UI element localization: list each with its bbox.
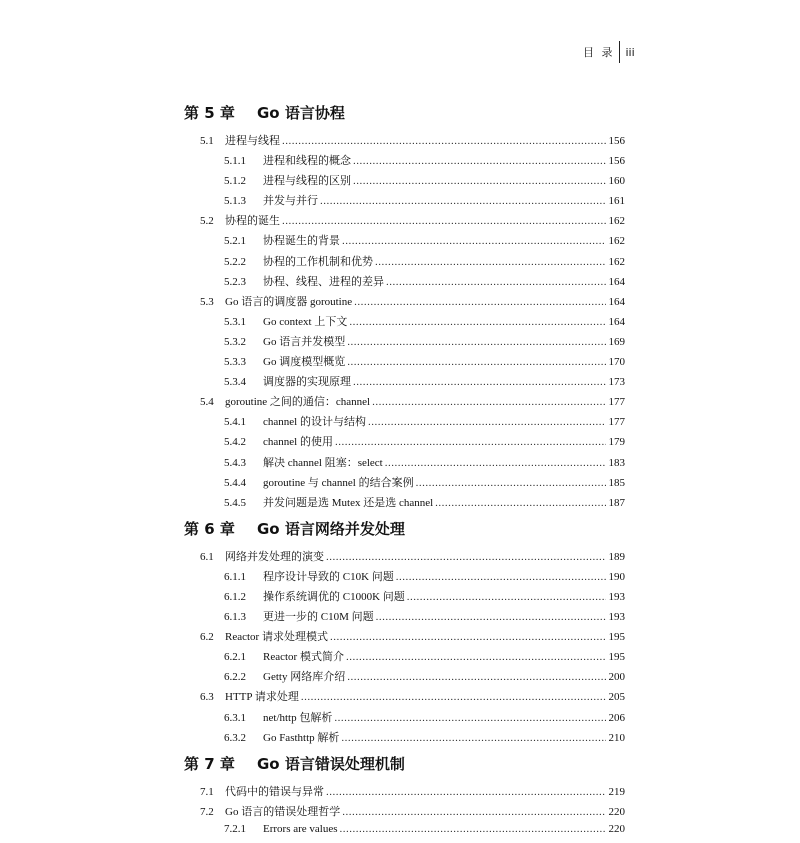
chapter-section (184, 102, 625, 514)
toc-subsection-entry[interactable] (184, 433, 625, 453)
toc-subsection-entry[interactable] (184, 454, 625, 474)
toc-subsection-entry[interactable] (184, 273, 625, 293)
entry-page-number: 156 (608, 155, 625, 168)
entry-number: 6.1.1 (224, 570, 246, 583)
entry-page-number: 190 (608, 570, 625, 583)
entry-title: 网络并发处理的演变 (225, 550, 324, 563)
entry-number: 5.3.2 (224, 335, 246, 348)
table-of-contents (184, 102, 625, 843)
entry-number: 5.1.2 (224, 175, 246, 188)
dot-leader (396, 571, 606, 583)
entry-title: 调度器的实现原理 (263, 376, 351, 389)
toc-subsection-entry[interactable] (184, 152, 625, 172)
entry-number: 5.3.3 (224, 356, 246, 369)
entry-number: 6.3.2 (224, 731, 246, 744)
entry-title: 更进一步的 C10M 问题 (263, 611, 374, 624)
toc-section-entry[interactable] (184, 548, 625, 568)
chapter-title: Go 语言协程 (257, 104, 345, 122)
entry-page-number: 162 (608, 235, 625, 248)
toc-subsection-entry[interactable] (184, 823, 625, 843)
dot-leader (282, 215, 606, 227)
entry-title: HTTP 请求处理 (225, 691, 299, 704)
toc-section-entry[interactable] (184, 688, 625, 708)
header-divider (619, 41, 620, 63)
entry-title: 代码中的错误与异常 (225, 785, 324, 798)
entry-page-number: 162 (608, 215, 625, 228)
dot-leader (372, 396, 606, 408)
toc-subsection-entry[interactable] (184, 413, 625, 433)
entry-title: Go 语言的调度器 goroutine (225, 295, 353, 308)
entry-number: 6.2 (200, 631, 214, 644)
dot-leader (342, 806, 606, 818)
chapter-section (184, 518, 625, 749)
dot-leader (326, 551, 606, 563)
dot-leader (368, 416, 606, 428)
dot-leader (340, 823, 606, 835)
entry-number: 5.3.4 (224, 376, 246, 389)
entry-number: 5.2.2 (224, 255, 246, 268)
entry-page-number: 220 (608, 822, 625, 835)
entry-title: 协程的诞生 (225, 215, 280, 228)
toc-subsection-entry[interactable] (184, 192, 625, 212)
entry-number: 6.2.2 (224, 671, 246, 684)
dot-leader (385, 457, 606, 469)
entry-title: goroutine 之间的通信：channel (225, 396, 371, 409)
entry-page-number: 189 (608, 550, 625, 563)
dot-leader (330, 631, 606, 643)
toc-subsection-entry[interactable] (184, 253, 625, 273)
entry-title: Go 调度模型概览 (263, 356, 346, 369)
dot-leader (342, 235, 606, 247)
entry-number: 6.1.3 (224, 611, 246, 624)
entry-title: Reactor 模式简介 (263, 651, 344, 664)
chapter-heading[interactable] (184, 102, 625, 124)
toc-section-entry[interactable] (184, 132, 625, 152)
toc-subsection-entry[interactable] (184, 353, 625, 373)
entry-title: 进程与线程 (225, 135, 280, 147)
entry-title: 操作系统调优的 C1000K 问题 (263, 590, 405, 603)
chapter-title: Go 语言错误处理机制 (257, 754, 405, 773)
entry-page-number: 205 (608, 691, 625, 704)
toc-subsection-entry[interactable] (184, 313, 625, 333)
dot-leader (353, 175, 606, 187)
dot-leader (335, 436, 606, 448)
chapter-label: 第 6 章 (184, 519, 235, 538)
toc-subsection-entry[interactable] (184, 333, 625, 353)
entry-number: 6.1.2 (224, 590, 246, 603)
chapter-title: Go 语言网络并发处理 (257, 519, 405, 538)
dot-leader (435, 497, 606, 509)
entry-title: goroutine 与 channel 的结合案例 (263, 476, 414, 489)
toc-subsection-entry[interactable] (184, 729, 625, 749)
chapter-label: 第 5 章 (184, 104, 235, 122)
entry-title: Go context 上下文 (263, 315, 348, 328)
entry-number: 7.2.1 (224, 822, 246, 835)
entry-number: 6.1 (200, 550, 214, 563)
entry-title: Go 语言的错误处理哲学 (225, 805, 341, 818)
entry-page-number: 164 (608, 315, 625, 328)
entry-page-number: 193 (608, 611, 625, 624)
entry-number: 5.1.1 (224, 155, 246, 168)
entry-page-number: 193 (608, 590, 625, 603)
entry-page-number: 164 (608, 295, 625, 308)
entry-page-number: 195 (608, 631, 625, 644)
dot-leader (386, 276, 606, 288)
toc-subsection-entry[interactable] (184, 172, 625, 192)
entry-title: 并发与并行 (263, 195, 318, 208)
toc-subsection-entry[interactable] (184, 494, 625, 514)
running-header (583, 40, 635, 64)
chapter-heading[interactable] (184, 753, 625, 775)
dot-leader (334, 712, 606, 724)
entry-page-number: 177 (608, 416, 625, 429)
entry-page-number: 160 (608, 175, 625, 188)
entry-number: 5.2.1 (224, 235, 246, 248)
dot-leader (376, 611, 606, 623)
entry-title: net/http 包解析 (263, 711, 333, 724)
toc-subsection-entry[interactable] (184, 474, 625, 494)
entry-page-number: 164 (608, 275, 625, 288)
entry-number: 5.4.3 (224, 456, 246, 469)
chapter-section (184, 753, 625, 843)
header-page-number: iii (625, 45, 635, 59)
dot-leader (347, 671, 606, 683)
entry-page-number: 169 (608, 335, 625, 348)
entry-number: 5.1 (200, 135, 214, 147)
dot-leader (326, 786, 606, 798)
entry-number: 6.3 (200, 691, 214, 704)
entry-title: 并发问题是选 Mutex 还是选 channel (263, 496, 434, 509)
entry-page-number: 179 (608, 436, 625, 449)
entry-title: channel 的使用 (263, 436, 333, 449)
dot-leader (347, 356, 606, 368)
dot-leader (320, 195, 606, 207)
entry-page-number: 195 (608, 651, 625, 664)
entry-number: 5.4.1 (224, 416, 246, 429)
entry-title: 协程诞生的背景 (263, 235, 340, 248)
entry-page-number: 183 (608, 456, 625, 469)
dot-leader (301, 691, 606, 703)
entry-title: channel 的设计与结构 (263, 416, 366, 429)
toc-subsection-entry[interactable] (184, 588, 625, 608)
entry-page-number: 170 (608, 356, 625, 369)
entry-page-number: 210 (608, 731, 625, 744)
entry-title: 程序设计导致的 C10K 问题 (263, 570, 394, 583)
entry-title: Reactor 请求处理模式 (225, 631, 328, 644)
toc-section-entry[interactable] (184, 628, 625, 648)
header-title: 目 录 (583, 46, 615, 59)
entry-title: Go 语言并发模型 (263, 335, 346, 348)
dot-leader (407, 591, 606, 603)
entry-title: 解决 channel 阻塞：select (263, 456, 383, 469)
dot-leader (341, 732, 606, 744)
entry-number: 7.1 (200, 785, 214, 798)
entry-title: 协程、线程、进程的差异 (263, 275, 384, 288)
entry-number: 5.2.3 (224, 275, 246, 288)
dot-leader (353, 376, 606, 388)
entry-title: 进程和线程的概念 (263, 155, 351, 168)
dot-leader (375, 256, 606, 268)
entry-number: 5.3.1 (224, 315, 246, 328)
dot-leader (416, 477, 606, 489)
toc-section-entry[interactable] (184, 803, 625, 823)
entry-page-number: 161 (608, 195, 625, 208)
entry-page-number: 185 (608, 476, 625, 489)
chapter-label: 第 7 章 (184, 754, 235, 773)
entry-number: 6.3.1 (224, 711, 246, 724)
toc-section-entry[interactable] (184, 212, 625, 232)
entry-page-number: 220 (608, 805, 625, 818)
entry-page-number: 162 (608, 255, 625, 268)
entry-number: 7.2 (200, 805, 214, 818)
entry-number: 5.4 (200, 396, 214, 409)
entry-number: 5.4.4 (224, 476, 246, 489)
toc-subsection-entry[interactable] (184, 608, 625, 628)
dot-leader (353, 155, 606, 167)
dot-leader (282, 135, 606, 147)
entry-number: 5.4.2 (224, 436, 246, 449)
entry-number: 6.2.1 (224, 651, 246, 664)
entry-page-number: 173 (608, 376, 625, 389)
toc-subsection-entry[interactable] (184, 232, 625, 252)
toc-subsection-entry[interactable] (184, 373, 625, 393)
toc-section-entry[interactable] (184, 393, 625, 413)
entry-title: 进程与线程的区别 (263, 175, 351, 188)
entry-page-number: 187 (608, 496, 625, 509)
chapter-heading[interactable] (184, 518, 625, 540)
toc-subsection-entry[interactable] (184, 568, 625, 588)
entry-page-number: 200 (608, 671, 625, 684)
entry-number: 5.4.5 (224, 496, 246, 509)
entry-number: 5.1.3 (224, 195, 246, 208)
entry-title: 协程的工作机制和优势 (263, 255, 373, 268)
entry-page-number: 206 (608, 711, 625, 724)
entry-title: Errors are values (263, 822, 338, 835)
toc-subsection-entry[interactable] (184, 648, 625, 668)
entry-number: 5.2 (200, 215, 214, 228)
toc-section-entry[interactable] (184, 293, 625, 313)
entry-title: Go Fasthttp 解析 (263, 731, 340, 744)
entry-title: Getty 网络库介绍 (263, 671, 346, 684)
toc-subsection-entry[interactable] (184, 668, 625, 688)
dot-leader (349, 316, 606, 328)
entry-page-number: 177 (608, 396, 625, 409)
toc-subsection-entry[interactable] (184, 709, 625, 729)
dot-leader (354, 296, 606, 308)
entry-page-number: 156 (608, 135, 625, 147)
entry-page-number: 219 (608, 785, 625, 798)
dot-leader (346, 651, 606, 663)
entry-number: 5.3 (200, 295, 214, 308)
dot-leader (347, 336, 606, 348)
